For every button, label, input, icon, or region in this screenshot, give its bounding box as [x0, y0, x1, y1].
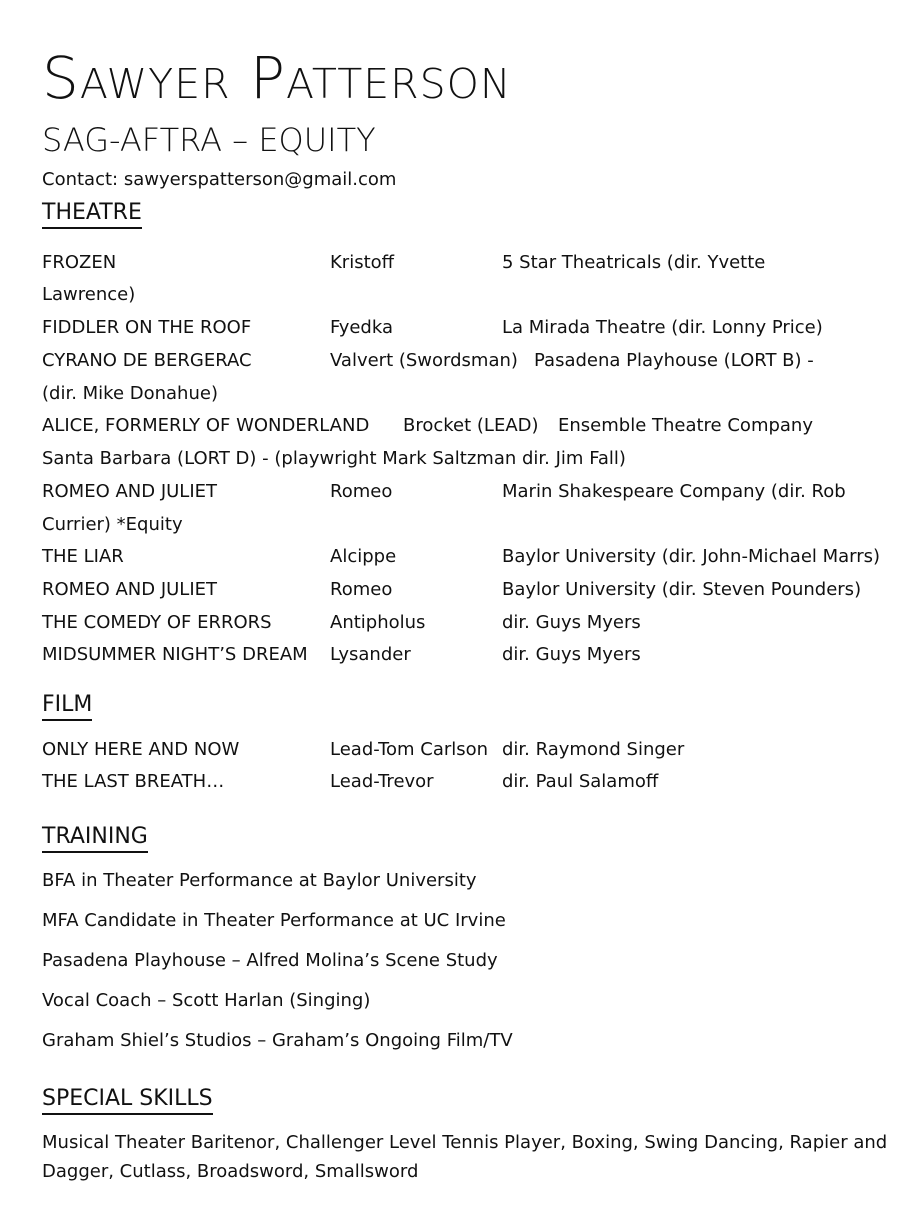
credit-title: ALICE, FORMERLY OF WONDERLAND: [42, 415, 370, 436]
credit-title: THE COMEDY OF ERRORS: [42, 612, 272, 633]
credit-company: Ensemble Theatre Company: [558, 415, 813, 436]
credit-company: Baylor University (dir. Steven Pounders): [502, 579, 862, 600]
credit-company: Marin Shakespeare Company (dir. Rob: [502, 481, 846, 502]
credit-company: La Mirada Theatre (dir. Lonny Price): [502, 317, 823, 338]
credit-role: Alcippe: [330, 546, 397, 567]
union-affiliation: SAG-AFTRA – EQUITY: [42, 121, 376, 159]
credit-title: THE LIAR: [42, 546, 124, 567]
credit-role: Lead-Trevor: [330, 771, 434, 792]
credit-role: Lead-Tom Carlson: [330, 739, 489, 760]
training-item: Graham Shiel’s Studios – Graham’s Ongoing Film/TV: [42, 1030, 513, 1051]
film-heading: FILM: [42, 692, 92, 721]
training-item: Pasadena Playhouse – Alfred Molina’s Scene Study: [42, 950, 498, 971]
credit-role: Fyedka: [330, 317, 393, 338]
training-item: Vocal Coach – Scott Harlan (Singing): [42, 990, 371, 1011]
credit-company: dir. Raymond Singer: [502, 739, 685, 760]
special-skills-text: Musical Theater Baritenor, Challenger Level Tennis Player, Boxing, Swing Dancing, Rapier and Dagger, Cutlass, Broadsword, Smallsword: [42, 1132, 888, 1182]
theatre-heading: THEATRE: [42, 200, 142, 229]
credit-role: Valvert (Swordsman): [330, 350, 518, 371]
credit-role: Antipholus: [330, 612, 426, 633]
credit-title: ONLY HERE AND NOW: [42, 739, 240, 760]
credit-continuation: Santa Barbara (LORT D) - (playwright Mark Saltzman dir. Jim Fall): [42, 448, 626, 469]
credit-role: Brocket (LEAD): [403, 415, 539, 436]
credit-title: ROMEO AND JULIET: [42, 579, 218, 600]
credit-role: Lysander: [330, 644, 411, 665]
credit-company: dir. Paul Salamoff: [502, 771, 659, 792]
actor-name: Sawyer Patterson: [42, 44, 512, 112]
credit-title: FROZEN: [42, 252, 117, 273]
credit-role: Romeo: [330, 481, 393, 502]
credit-title: ROMEO AND JULIET: [42, 481, 218, 502]
credit-role: Kristoff: [330, 252, 395, 273]
training-heading: TRAINING: [42, 824, 148, 853]
training-item: MFA Candidate in Theater Performance at UC Irvine: [42, 910, 506, 931]
credit-company: Pasadena Playhouse (LORT B) -: [534, 350, 814, 371]
credit-title: FIDDLER ON THE ROOF: [42, 317, 252, 338]
credit-title: CYRANO DE BERGERAC: [42, 350, 252, 371]
credit-company: 5 Star Theatricals (dir. Yvette: [502, 252, 766, 273]
contact-line: Contact: sawyerspatterson@gmail.com: [42, 169, 397, 190]
credit-company: dir. Guys Myers: [502, 644, 641, 665]
credit-company: Baylor University (dir. John-Michael Marrs): [502, 546, 881, 567]
credit-role: Romeo: [330, 579, 393, 600]
credit-title: MIDSUMMER NIGHT’S DREAM: [42, 644, 308, 665]
special-skills-heading: SPECIAL SKILLS: [42, 1086, 213, 1115]
training-item: BFA in Theater Performance at Baylor University: [42, 870, 477, 891]
credit-title: THE LAST BREATH…: [42, 771, 225, 792]
credit-continuation: (dir. Mike Donahue): [42, 383, 218, 404]
credit-continuation: Lawrence): [42, 284, 136, 305]
credit-continuation: Currier) *Equity: [42, 514, 183, 535]
credit-company: dir. Guys Myers: [502, 612, 641, 633]
